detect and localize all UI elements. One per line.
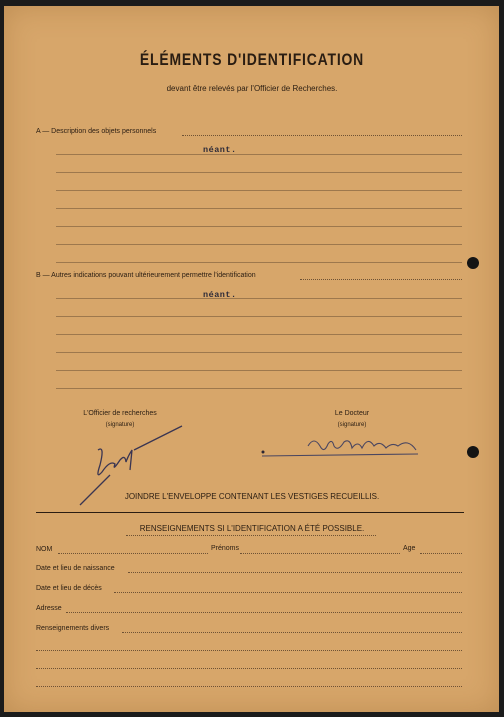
officer-signature-caption: (signature) <box>105 422 135 428</box>
prenoms-label: Prénoms <box>211 545 240 552</box>
divers-line-1 <box>122 632 462 633</box>
section-c-title-line <box>126 535 376 536</box>
age-label: Age <box>403 545 416 552</box>
doctor-signature <box>258 428 433 466</box>
prenoms-line <box>240 553 400 554</box>
page-title: ÉLÉMENTS D'IDENTIFICATION <box>139 50 365 69</box>
divers-line-2 <box>36 650 462 651</box>
section-b-line-5 <box>56 352 462 353</box>
section-a-value: néant. <box>203 145 237 155</box>
section-b-label: B — Autres indications pouvant ultérieurement permettre l'identification <box>36 272 256 279</box>
deces-line <box>114 592 462 593</box>
instruction-text: JOINDRE L'ENVELOPPE CONTENANT LES VESTIGES RECUEILLIS. <box>124 492 380 501</box>
naissance-line <box>128 572 462 573</box>
punch-hole-lower <box>467 446 479 458</box>
nom-label: NOM <box>36 546 53 553</box>
naissance-label: Date et lieu de naissance <box>36 565 115 572</box>
age-line <box>420 553 462 554</box>
section-a-line-3 <box>56 172 462 173</box>
section-divider <box>36 512 464 513</box>
section-a-line-2 <box>56 154 462 155</box>
section-b-line-2 <box>56 298 462 299</box>
page-subtitle: devant être relevés par l'Officier de Recherches. <box>166 84 338 93</box>
section-b-line-1 <box>300 279 462 280</box>
section-a-line-8 <box>56 262 462 263</box>
section-b-line-3 <box>56 316 462 317</box>
section-b-value: néant. <box>203 290 237 300</box>
adresse-line <box>66 612 462 613</box>
doctor-title: Le Docteur <box>334 410 370 417</box>
section-a-line-5 <box>56 208 462 209</box>
divers-label: Renseignements divers <box>36 625 110 632</box>
section-a-line-7 <box>56 244 462 245</box>
section-c-title: RENSEIGNEMENTS SI L'IDENTIFICATION A ÉTÉ POSSIBLE. <box>139 524 365 533</box>
divers-line-3 <box>36 668 462 669</box>
section-a-label: A — Description des objets personnels <box>36 128 157 135</box>
nom-line <box>58 553 208 554</box>
section-a-line-1 <box>182 135 462 136</box>
divers-line-4 <box>36 686 462 687</box>
section-a-line-6 <box>56 226 462 227</box>
section-a-line-4 <box>56 190 462 191</box>
officer-title: L'Officier de recherches <box>83 410 157 417</box>
deces-label: Date et lieu de décès <box>36 585 102 592</box>
section-b-line-7 <box>56 388 462 389</box>
section-b-line-6 <box>56 370 462 371</box>
punch-hole-upper <box>467 257 479 269</box>
doctor-signature-caption: (signature) <box>337 422 367 428</box>
document-page <box>4 6 499 712</box>
section-b-line-4 <box>56 334 462 335</box>
adresse-label: Adresse <box>36 605 62 612</box>
